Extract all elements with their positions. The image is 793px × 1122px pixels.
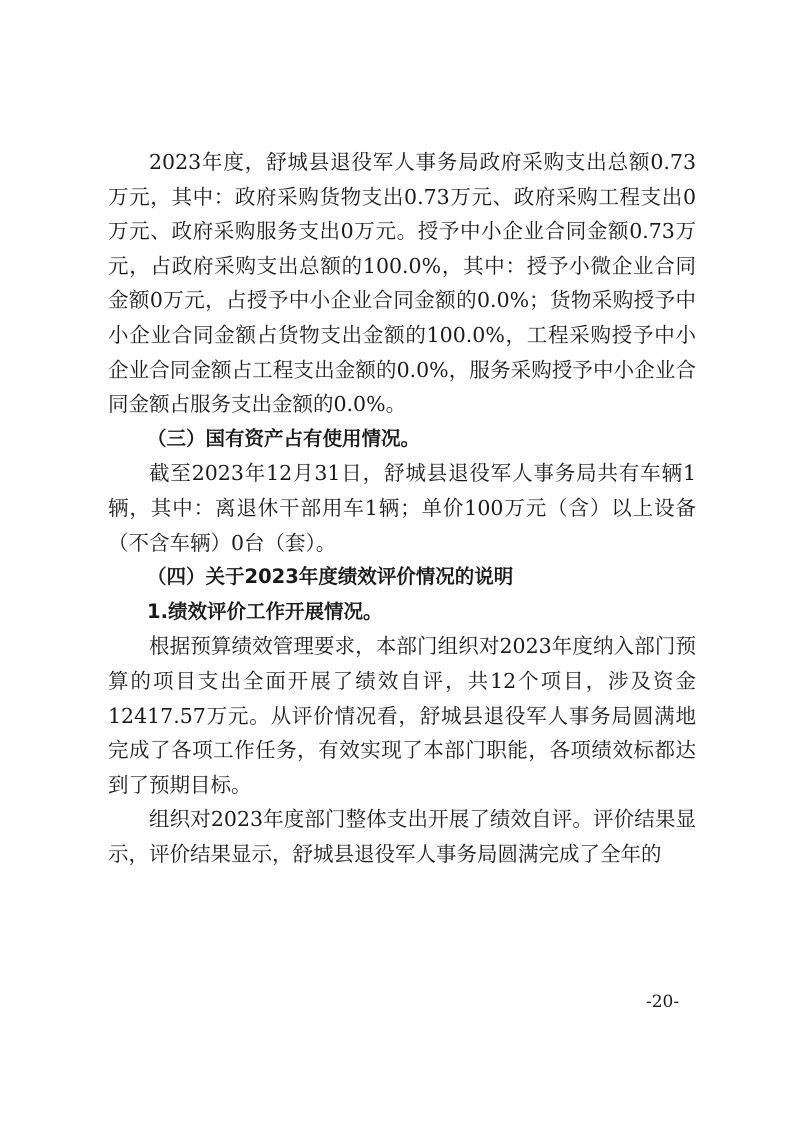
- document-body: [108, 145, 696, 871]
- page-number: -20-: [646, 992, 680, 1012]
- paragraph-procurement: 2023年度，舒城县退役军人事务局政府采购支出总额0.73万元，其中：政府采购货物支出0.73万元、政府采购工程支出0万元、政府采购服务支出0万元。授予中小企业合同金额0.73万元，占政府采购支出总额的100.0%，其中：授予小微企业合同金额0万元，占授予中小企业合同金额的0.0%；货物采购授予中小企业合同金额占货物支出金额的100.0%，工程采购授予中小企业合同金额占工程支出金额的0.0%，服务采购授予中小企业合同金额占服务支出金额的0.0%。: [108, 150, 696, 417]
- heading-performance-subsection: 1.绩效评价工作开展情况。: [147, 599, 383, 623]
- paragraph-overall-evaluation: 组织对2023年度部门整体支出开展了绩效自评。评价结果显示，评价结果显示，舒城县退役军人事务局圆满完成了全年的: [108, 807, 696, 866]
- paragraph-project-evaluation: 根据预算绩效管理要求，本部门组织对2023年度纳入部门预算的项目支出全面开展了绩效自评，共12个项目，涉及资金12417.57万元。从评价情况看，舒城县退役军人事务局圆满地完成了各项工作任务，有效实现了本部门职能，各项绩效标都达到了预期目标。: [108, 634, 696, 797]
- heading-performance-evaluation: （四）关于2023年度绩效评价情况的说明: [147, 565, 514, 589]
- heading-state-assets: （三）国有资产占有使用情况。: [147, 426, 421, 450]
- paragraph-state-assets: 截至2023年12月31日，舒城县退役军人事务局共有车辆1辆，其中：离退休干部用车1辆；单价100万元（含）以上设备（不含车辆）0台（套）。: [108, 461, 696, 555]
